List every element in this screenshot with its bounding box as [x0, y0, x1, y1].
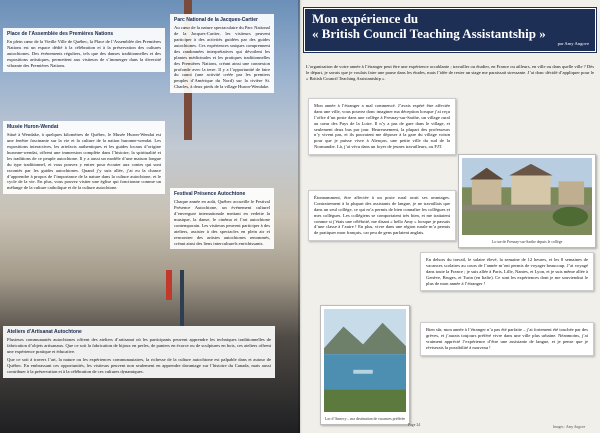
musee-huron-box	[3, 121, 165, 194]
musee-huron-text: Situé à Wendake, à quelques kilomètres de Québec, le Musée Huron-Wendat est une fenêtre fascinante sur la vie et la culture de la nation huronne-wendat. Les expositions interactives, les artefacts authentiques et les guides locaux d’origine huronne-wendat, offrent une immersion complète dans l’histoire, la spiritualité et les traditions de ce peuple autochtone. Il y a aussi un modèle d’une maison longue du type traditionnel, et vous pouvez y entrer pour écouter aux contes qui sont racontés par les guides autochtones. Quand j’y suis allée, j’ai eu la chance d’apprendre à propos de l’importance de la nature dans la culture autochtone, et le cycle de la vie. En plus, vous pouvez visiter une église qui fonctionne comme un mélange de la culture catholique et de la culture autochtone.	[7, 132, 161, 191]
village-street-photo	[462, 158, 592, 235]
festival-title: Festival Présence Autochtone	[174, 191, 246, 197]
article-author: par Amy Angove	[557, 41, 589, 47]
village-photo-caption: La rue de Fresnay-sur-Sarthe depuis le collège	[491, 240, 563, 245]
article-title-line2: « British Council Teaching Assistantship »	[312, 25, 546, 41]
first-impressions-box	[308, 98, 456, 155]
lake-annecy-photo	[324, 309, 406, 412]
rural-advantages-text: Étonnamment, être affectée à un poste rural avait ses avantages. Contrairement à la plupart des assistants de langue, je ne travaillais que dans un seul collège, ce qui m’a permis de bien connaître les collègues et mes collègues. Les collégiens se comportaient très bien, et me traitaient comme si j’étais une célébrité, me disant « hello Amy » lorsque je passais d’une classe à l’autre ! En plus, vivre dans une région rurale m’a permis de pratiquer mon français, car peu de gens parlaient anglais.	[314, 195, 450, 236]
parc-jacques-box	[170, 14, 274, 93]
travel-text: En dehors du travail, le salaire élevé, la semaine de 12 heures, et les 8 semaines de vacances scolaires au cours de l’année m’ont permis de voyager beaucoup. J’ai voyagé dans toute la France ; je suis allée à Paris, Lille, Nantes, et Lyon, et je suis même allée à Genève, Bruges, et Turin (en Italie). Ce sont les expériences dont je me souviendrai le plus de mon année à l’étranger !	[426, 257, 588, 286]
travel-box	[420, 252, 594, 291]
place-assemblee-text: En plein cœur de la Vieille Ville de Québec, la Place de l’Assemblée des Premières Nations est un espace dédié à la célébration et à la préservation des cultures autochtones. Des événements réguliers, tels que des danses traditionnelles et des expositions artistiques, permettent aux visiteurs de s’immerger dans la diversité vibrante des Premières Nations.	[7, 39, 161, 68]
festival-box	[170, 188, 274, 249]
first-impressions-text: Mon année à l’étranger a mal commencé. J’avais espéré être affectée dans une ville, vous pouvez donc imaginer ma déception lorsque j’ai reçu l’offre d’un poste dans une collège à Fresnay-sur-Sarthe, un village rural au cœur des Pays de la Loire. Il n’y a pas de gare dans le village, et seulement deux bus par jour. Heureusement, la plupart des professeurs n’y vivent pas, et ils pouvaient me déposer à la gare du village voisin pour que je puisse vivre à Alençon, une petite ville du sud de la Normandie. Là, j’ai vécu dans un foyer de jeunes travailleurs, ou FJT.	[314, 103, 450, 150]
page-number: Page 24	[408, 423, 421, 427]
conclusion-text: Bien sûr, mon année à l’étranger n’a pas été parfaite – j’ai fortement été touchée par des grèves, et j’aurais toujours préféré vivre dans une ville plus urbaine. Néanmoins, j’ai vraiment apprécié l’expérience d’être une assistante de langue, et je pense que je réviserais la possibilité à nouveau !	[426, 327, 588, 350]
village-photo-frame	[458, 154, 596, 248]
article-title-line1: Mon expérience du	[312, 11, 419, 26]
rural-advantages-box	[308, 190, 456, 241]
background-flagpole	[180, 270, 184, 330]
article-title-banner	[304, 8, 596, 52]
ateliers-title: Ateliers d’Artisanat Autochtone	[7, 329, 82, 335]
ateliers-box	[3, 326, 275, 378]
musee-huron-title: Musée Huron-Wendat	[7, 124, 59, 130]
place-assemblee-box	[3, 28, 165, 72]
image-credit: Images : Amy Angove	[553, 425, 586, 429]
lake-photo-caption: Lac d’Annecy – ma destination de vacances préférée	[324, 417, 406, 422]
lake-photo-frame	[320, 305, 410, 425]
place-assemblee-title: Place de l’Assemblée des Premières Nations	[7, 31, 114, 37]
parc-jacques-title: Parc National de la Jacques-Cartier	[174, 17, 258, 23]
article-intro: L’organisation de votre année à l’étranger peut être une expérience accablante ; travailler ou étudier, en France ou ailleurs, en ville ou dans quelle ville ? Dès le départ, je savais que je voulais faire une pause dans les études, mais l’idée de rester un stage me paraissait stressante. J’ai donc décidé d’appliquer pour le « British Council Teaching Assistantship ».	[306, 64, 594, 81]
festival-text: Chaque année en août, Québec accueille le Festival Présence Autochtone, un événement culturel d’envergure internationale mettant en vedette la musique, la danse, le cinéma et l’art autochtone contemporain. Les visiteurs peuvent participer à des ateliers, assister à des spectacles en plein air et rencontrer des artistes autochtones renommés, créant ainsi des liens interculturels enrichissants.	[174, 199, 270, 246]
ateliers-text-2: Que ce soit à travers l’art, la nature ou les expériences communautaires, la richesse de la culture autochtone est palpable dans et autour de Québec. En embrassant ces opportunités, les visiteurs peuvent non seulement en apprendre davantage sur l’histoire du Canada, mais aussi contribuer à la préservation et à la célébration de ces cultures dynamiques.	[7, 357, 271, 374]
parc-jacques-text: Au cœur de la nature spectaculaire du Parc National de la Jacques-Cartier, les visiteurs peuvent participer à des activités guidées par des guides autochtones. Ces expériences uniques comprennent des randonnées interprétatives qui dévoilent les plantes médicinales et les pratiques traditionnelles des Premières Nations, créant ainsi une connexion profonde avec la terre. Il y a l’opportunité de faire du canot (une activité créée par les premiers peuples d’Amérique du Nord) sur la rivière St. Charles, à deux pieds de la village Huron-Wendake.	[174, 25, 270, 90]
conclusion-box	[420, 322, 594, 356]
background-flag	[166, 270, 172, 300]
book-spine	[298, 0, 302, 433]
ateliers-text-1: Plusieurs communautés autochtones offrent des ateliers d’artisanat où les participants peuvent apprendre les techniques traditionnelles de fabrication d’objets artisanaux. Que ce soit la fabrication de bijoux en perles, de paniers en écorce ou de sculptures en bois, ces ateliers offrent une expérience pratique et éducative.	[7, 337, 271, 355]
